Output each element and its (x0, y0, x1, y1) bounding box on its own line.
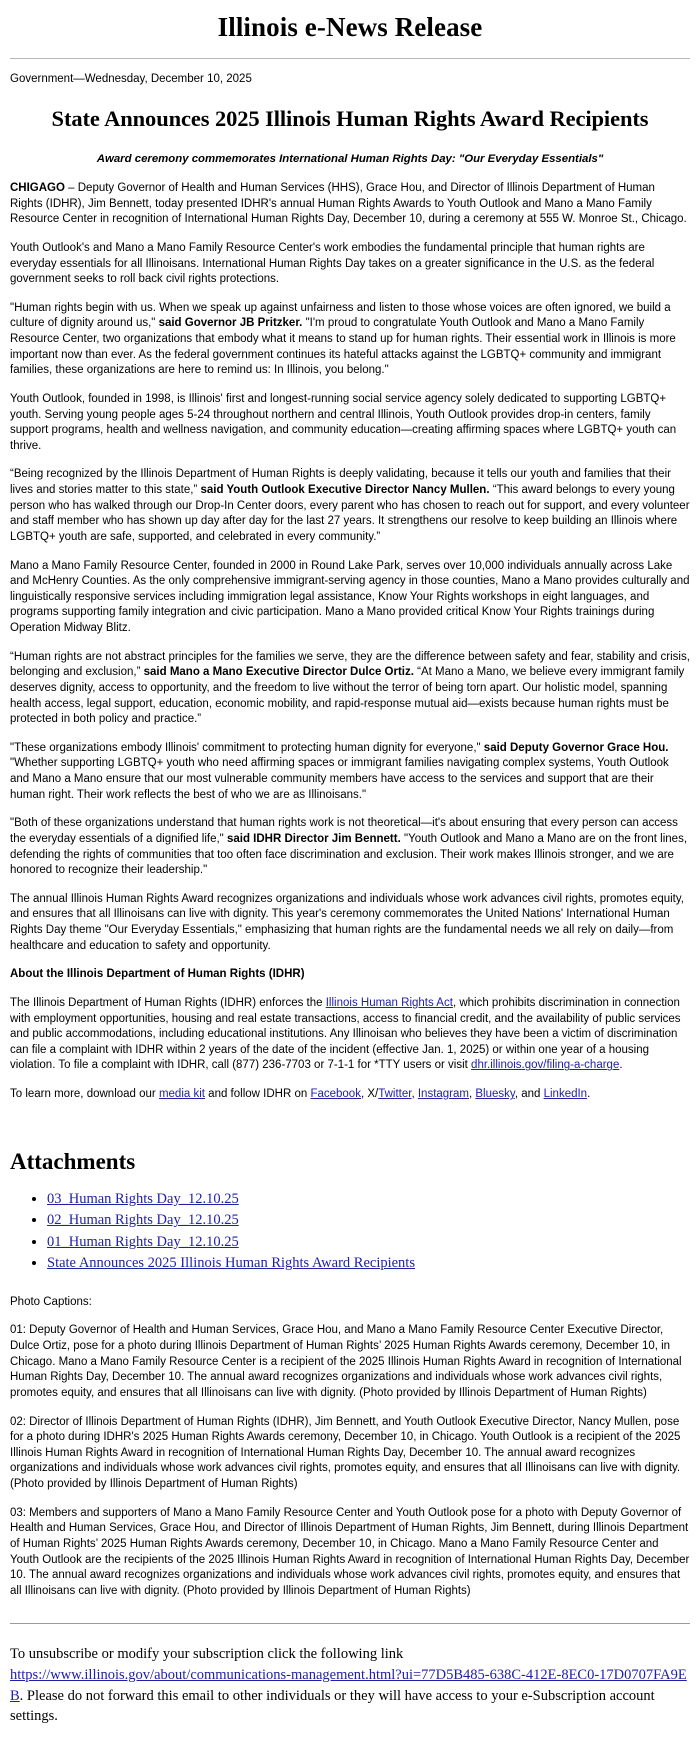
attribution-bennett: said IDHR Director Jim Bennett. (226, 832, 401, 845)
quote-bennett-part2: "Youth Outlook and Mano a Mano are on the front lines, defending the rights of communities that too often face discrimination and exclusion. Their work makes Illinois stronger, and we are honored to recognize their leadership." (10, 832, 688, 877)
attachments-heading: Attachments (10, 1148, 136, 1174)
quote-mullen-part2: “This award belongs to every young person who has walked through our Drop-In Center doors, every parent who has chosen to reach out for support, and every volunteer and staff member who has shown up day after day for the last 27 years. It strengthens our resolve to keep building an Illinois where LGBTQ+ youth are safe, supported, and celebrated in every community.” (10, 484, 690, 543)
learn-more-text-1: To learn more, download our (10, 1088, 159, 1101)
footer-unsubscribe (10, 1644, 690, 1726)
quote-ortiz-part1: “Human rights are not abstract principles for the families we serve, they are the difference between safety and fear, stability and crisis, belonging and exclusion,” (10, 650, 690, 679)
quote-mullen (10, 467, 690, 545)
photo-caption-03: 03: Members and supporters of Mano a Mano Family Resource Center and Youth Outlook pose for a photo with Deputy Governor of Health and Human Services, Grace Hou, and Director of Illinois Department of Human Rights, Jim Bennett, during Illinois Department of Human Rights’ 2025 Human Rights Awards ceremony, December 10, in Chicago. Mano a Mano Family Resource Center and Youth Outlook are the recipients of the 2025 Illinois Human Rights Award in recognition of International Human Rights Day, December 10. The annual award recognizes organizations and individuals whose work advances civil rights, promotes equity, and ensures that all Illinoisans can live with dignity. (Photo provided by Illinois Department of Human Rights) (10, 1506, 690, 1597)
attachment-link[interactable]: 02_Human Rights Day_12.10.25 (47, 1212, 239, 1229)
linkedin-link[interactable]: LinkedIn (543, 1088, 588, 1101)
list-item (47, 1210, 690, 1231)
attachments-list (10, 1189, 690, 1275)
unsubscribe-outro: . Please do not forward this email to other individuals or they will have access to your e-Subscription account settings. (10, 1687, 655, 1725)
dateline-city: CHIGAGO (10, 182, 65, 195)
page-title: State Announces 2025 Illinois Human Rights Award Recipients (51, 106, 649, 132)
bluesky-link[interactable]: Bluesky (475, 1088, 515, 1101)
illinois-human-rights-act-link[interactable]: Illinois Human Rights Act (325, 996, 453, 1009)
about-idhr-heading: About the Illinois Department of Human Rights (IDHR) (10, 968, 305, 981)
about-text-part1: The Illinois Department of Human Rights (IDHR) enforces the (10, 996, 326, 1009)
learn-more-text-7: . (587, 1088, 591, 1101)
paragraph-award-background: The annual Illinois Human Rights Award recognizes organizations and individuals whose work advances civil rights, promotes equity, and ensures that all Illinoisans can live with dignity. This year's ceremony commemorates the United Nations' International Human Rights Day theme "Our Everyday Essentials," emphasizing that human rights are the fundamental needs we all rely on daily—from healthcare and education to safety and opportunity. (10, 892, 684, 952)
quote-pritzker-part1: "Human rights begin with us. When we speak up against unfairness and listen to those whose voices are often ignored, we build a culture of dignity around us," (10, 301, 671, 330)
dateline: Government—Wednesday, December 10, 2025 (10, 72, 252, 85)
unsubscribe-link[interactable]: https://www.illinois.gov/about/communications-management.html?ui=77D5B485-638C-412E-8EC0-17D0707FA9EB (10, 1667, 687, 1704)
photo-captions-section (10, 1295, 690, 1600)
learn-more-text-3: , X/ (360, 1088, 379, 1101)
subheadline: Award ceremony commemorates International Human Rights Day: "Our Everyday Essentials" (96, 153, 604, 166)
quote-pritzker (10, 301, 690, 379)
learn-more-text-5: , (469, 1088, 476, 1101)
learn-more-text-6: , and (514, 1088, 544, 1101)
quote-pritzker-part2: "I'm proud to congratulate Youth Outlook and Mano a Mano Family Resource Center, two organizations that embody what it means to stand up for human rights. Their essential work in Illinois is more important now than ever. As the federal government continues its hateful attacks against the LGBTQ+ community and immigrant families, these organizations are here to remind us: In Illinois, you belong." (10, 317, 676, 377)
quote-bennett-part1: "Both of these organizations understand that human rights work is not theoretical—it's about ensuring that every person can access the everyday essentials of a dignified life," (10, 817, 678, 845)
quote-ortiz (10, 650, 690, 728)
attachment-link[interactable]: 01_Human Rights Day_12.10.25 (47, 1233, 239, 1250)
quote-hou-part2: "Whether supporting LGBTQ+ youth who need affirming spaces or immigrant families navigating complex systems, Youth Outlook and Mano a Mano ensure that our most vulnerable community members have access to the services and support that are their human right. Their work reflects the best of who we are as Illinoisans." (10, 757, 669, 801)
twitter-link[interactable]: Twitter (378, 1088, 412, 1101)
photo-captions-label: Photo Captions: (10, 1295, 92, 1308)
list-item (47, 1253, 690, 1274)
paragraph-lead-text: – Deputy Governor of Health and Human Services (HHS), Grace Hou, and Director of Illinois Department of Human Rights (IDHR), Jim Bennett, today presented IDHR's annual Human Rights Awards to Youth Outlook and Mano a Mano Family Resource Center in recognition of International Human Rights Day, December 10, during a ceremony at 555 W. Monroe St., Chicago. (10, 182, 687, 226)
attribution-ortiz: said Mano a Mano Executive Director Dulce Ortiz. (143, 666, 414, 679)
paragraph-youth-outlook: Youth Outlook, founded in 1998, is Illinois' first and longest-running social service agency solely dedicated to supporting LGBTQ+ youth. Serving young people ages 5-24 throughout northern and central Illinois, Youth Outlook provides drop-in centers, family support programs, health and wellness navigation, and community education—creating affirming spaces where LGBTQ+ youth can thrive. (10, 392, 677, 452)
learn-more-text-4: , (411, 1088, 418, 1101)
attribution-pritzker: said Governor JB Pritzker. (158, 317, 303, 330)
paragraph-mano-a-mano: Mano a Mano Family Resource Center, founded in 2000 in Round Lake Park, serves over 10,000 individuals annually across Lake and McHenry Counties. As the only comprehensive immigrant-serving agency in those counties, Mano a Mano provides culturally and linguistically responsive services including immigration legal assistance, Know Your Rights workshops in eight languages, and programs supporting family integration and civic participation. Mano a Mano provided critical Know Your Rights trainings during Operation Midway Blitz. (10, 559, 690, 635)
quote-mullen-part1: “Being recognized by the Illinois Department of Human Rights is deeply validating, because it tells our youth and families that their lives and stories matter to this state,” (10, 468, 671, 497)
about-idhr-text (10, 996, 690, 1074)
facebook-link[interactable]: Facebook (310, 1088, 361, 1101)
learn-more-line (10, 1087, 690, 1103)
quote-bennett (10, 816, 690, 879)
quote-ortiz-part2: “At Mano a Mano, we believe every immigrant family deserves dignity, access to opportunity, and the freedom to live without the terror of being torn apart. Our holistic model, spanning health access, legal support, education, economic mobility, and rapid-response mutual aid—exists because human rights must be protected in both policy and practice.” (10, 666, 685, 726)
filing-a-charge-link[interactable]: dhr.illinois.gov/filing-a-charge (471, 1059, 620, 1072)
about-text-part3: . (619, 1059, 623, 1072)
list-item (47, 1189, 690, 1210)
quote-hou (10, 741, 690, 804)
media-kit-link[interactable]: media kit (158, 1088, 205, 1101)
list-item (47, 1232, 690, 1253)
instagram-link[interactable]: Instagram (417, 1088, 469, 1101)
footer-divider (10, 1623, 690, 1624)
attachment-link[interactable]: 03_Human Rights Day_12.10.25 (47, 1190, 239, 1207)
attribution-mullen: said Youth Outlook Executive Director Nancy Mullen. (200, 484, 490, 497)
article-body (10, 181, 690, 1103)
unsubscribe-intro: To unsubscribe or modify your subscription click the following link (10, 1646, 404, 1663)
attribution-hou: said Deputy Governor Grace Hou. (483, 741, 669, 754)
paragraph-lead (10, 181, 690, 228)
attachment-link[interactable]: State Announces 2025 Illinois Human Rights Award Recipients (47, 1255, 415, 1272)
photo-caption-02: 02: Director of Illinois Department of Human Rights (IDHR), Jim Bennett, and Youth Outlook Executive Director, Nancy Mullen, pose for a photo during IDHR's 2025 Human Rights Awards ceremony, December 10, in Chicago. Youth Outlook is a recipient of the 2025 Illinois Human Rights Award in recognition of International Human Rights Day, December 10. The annual award recognizes organizations and individuals whose work advances civil rights, promotes equity, and ensures that all Illinoisans can live with dignity. (Photo provided by Illinois Department of Human Rights) (10, 1415, 681, 1491)
paragraph-2: Youth Outlook's and Mano a Mano Family Resource Center's work embodies the fundamental principle that human rights are everyday essentials for all Illinoisans. International Human Rights Day takes on a greater significance in the U.S. as the federal government seeks to roll back civil rights protections. (10, 241, 655, 286)
about-text-part2: , which prohibits discrimination in connection with employment opportunities, housing and real estate transactions, access to financial credit, and the availability of public services and public accommodations, including educational institutions. Any Illinoisan who believes they have been a victim of discrimination can file a complaint with IDHR within 2 years of the date of the incident (effective Jan. 1, 2025) or within one year of a housing violation. To file a complaint with IDHR, call (877) 236-7703 or 7-1-1 for *TTY users or visit (10, 996, 681, 1072)
learn-more-text-2: and follow IDHR on (204, 1088, 311, 1101)
masthead-title: Illinois e-News Release (217, 12, 483, 42)
photo-caption-01: 01: Deputy Governor of Health and Human Services, Grace Hou, and Mano a Mano Family Resource Center Executive Director, Dulce Ortiz, pose for a photo during Illinois Department of Human Rights’ 2025 Human Rights Awards ceremony, December 10, in Chicago. Mano a Mano Family Resource Center is a recipient of the 2025 Illinois Human Rights Award in recognition of International Human Rights Day, December 10. The annual award recognizes organizations and individuals whose work advances civil rights, promotes equity, and ensures that all Illinoisans can live with dignity. (Photo provided by Illinois Department of Human Rights) (10, 1324, 682, 1399)
quote-hou-part1: "These organizations embody Illinois' commitment to protecting human dignity for everyone," (10, 741, 484, 754)
